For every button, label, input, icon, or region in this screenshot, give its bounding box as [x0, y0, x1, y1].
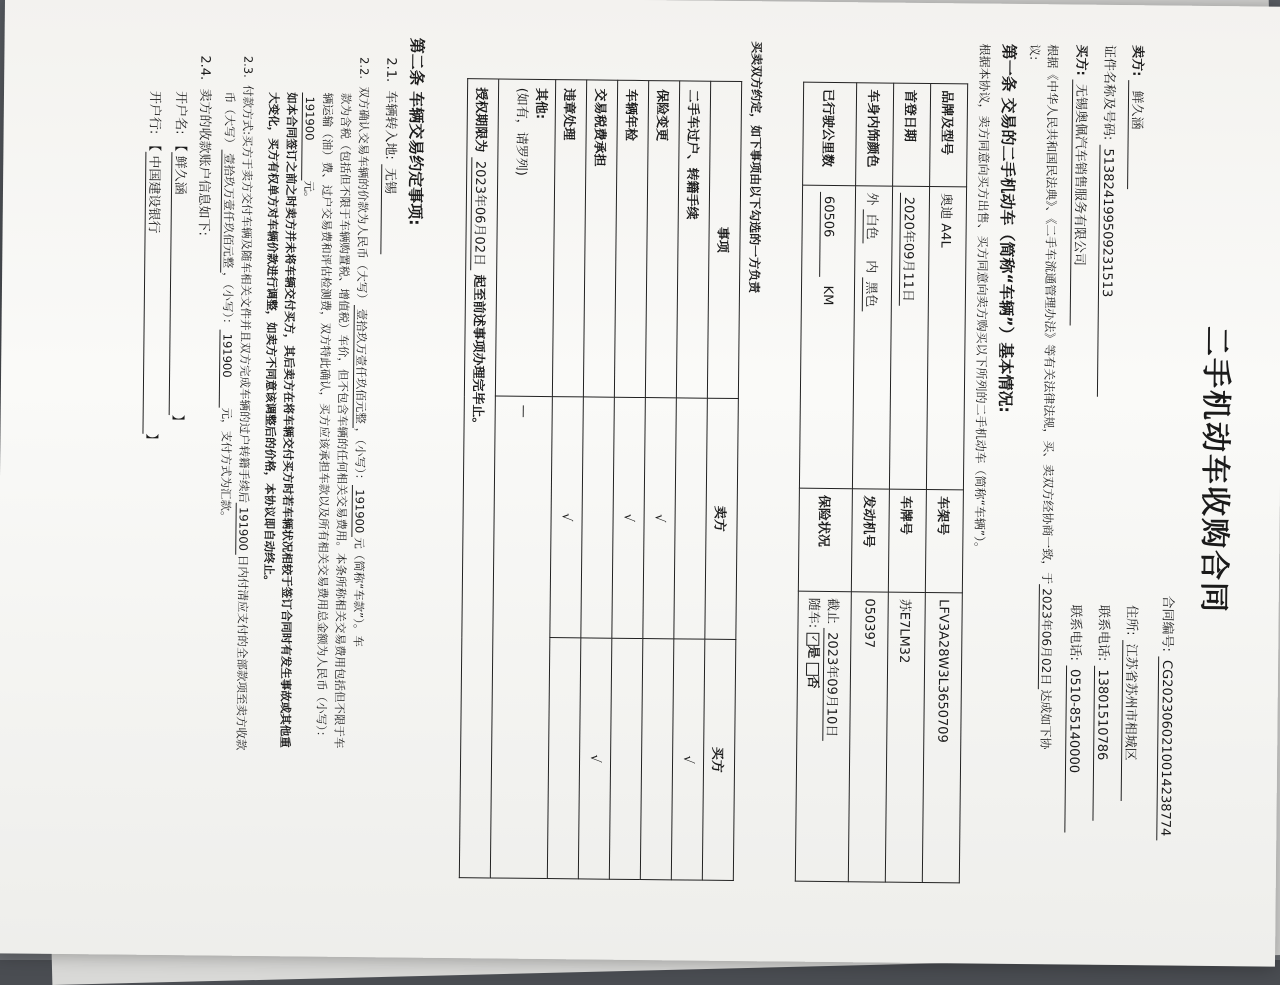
item-name: 违章处理	[552, 80, 586, 397]
item-buyer-check: √	[578, 638, 612, 879]
clause-2-2: 2.2. 双方确认交易车辆的价款为人民币（大写）壹拾玖万壹仟玖佰元整，（小写）：191900元（简称“车款”）。车	[351, 57, 372, 647]
items-intro: 买卖双方约定，如下事项由以下勾选的一方负责	[746, 41, 764, 294]
engine-value: 050397	[848, 592, 888, 882]
reg-label: 首登日期	[893, 83, 931, 186]
item-buyer-check	[547, 638, 581, 879]
vin-label: 车架号	[925, 489, 963, 592]
responsibility-table	[459, 78, 742, 881]
clause-2-2-line2: 款为含税（包括但不限于车辆购置税、增值税）车价，但不包含车辆的任何相关交易费用。本条所称相关交易费用包括但不限于车	[332, 92, 354, 749]
article-2-title: 第二条 车辆交易约定事项:	[405, 37, 427, 226]
item-seller-check: √	[643, 398, 677, 639]
item-seller-check	[674, 398, 708, 639]
account-name: 开户名: 【鲜久涵】	[169, 91, 189, 428]
item-name: 二手车过户、转籍手续	[676, 81, 710, 398]
insurance-label: 保险状况	[798, 488, 852, 592]
clause-2-3-line2: 币（大写）壹拾玖万壹仟玖佰元整，（小写）：191900元，支付方式为汇款。	[218, 91, 238, 523]
item-seller-check: √	[550, 397, 584, 638]
deadline-row: 授权期限为 2023年06月02日 起至前述事项办理完毕止。	[459, 79, 498, 878]
reg-value: 2020年09月11日	[889, 186, 929, 489]
mileage-label: 已行驶公里数	[803, 82, 857, 186]
clause-2-3: 2.3. 付款方式:买方于卖方交付车辆及随车相关文件并且双方完成车辆的过户转籍手续后191900日内付清应支付的全部款项至卖方收款	[234, 55, 256, 751]
preamble: 根据《中华人民共和国民法典》、《二手车流通管理办法》等有关法律法规，买、卖双方经协商一致，于2023年06月02日达成如下协	[1038, 44, 1060, 750]
item-buyer-check	[640, 639, 674, 880]
vehicle-info-table	[795, 82, 968, 884]
plate-value: 苏E7LM32	[885, 592, 925, 882]
clause-2-2-total: 191900元。	[301, 92, 318, 203]
item-name: 交易税费承担	[583, 80, 617, 397]
buyer-phone: 联系电话: 0510-85140000	[1064, 604, 1082, 833]
clause-2-2-line3: 辆运输（油）费、过户交易费和评估检测费，双方特此确认，买方应该承担车款以及所有相关交易费用总金额为人民币（小写）：	[314, 92, 336, 743]
seller-phone: 联系电话: 13801510786	[1092, 605, 1110, 821]
bank-name: 开户行: 【中国建设银行】	[143, 90, 163, 447]
contract-number: 合同编号: CG2023060210014238774	[1156, 595, 1175, 840]
clause-2-4: 2.4. 卖方的收款账户信息如下:	[195, 55, 213, 236]
preamble-cont: 议:	[1027, 44, 1042, 61]
insurance-value: 截止 2023年09月10日 随车: ✓是 否	[795, 591, 851, 882]
insurance-yes-checkbox: ✓	[806, 632, 819, 645]
other-value: —	[490, 396, 552, 879]
insurance-no-checkbox	[806, 662, 819, 675]
vin-value: LFV3A28W3L3650709	[922, 592, 962, 882]
article-1-title: 第一条 交易的二手机动车（简称“车辆”）基本情况:	[995, 43, 1019, 413]
item-name: 车辆年检	[614, 80, 648, 397]
item-buyer-check	[609, 638, 643, 879]
plate-label: 车牌号	[888, 489, 926, 592]
items-header-buyer: 买方	[702, 639, 736, 880]
engine-label: 发动机号	[851, 489, 889, 592]
seller-id: 证件名称及号码: 513824199509231513	[1097, 45, 1117, 398]
seller-address: 住所: 江苏省苏州市相城区	[1121, 605, 1139, 801]
clause-2-2-bold2: 大变化，买方有权单方对车辆价款进行调整，如卖方不同意该调整后的价格，本协议即自动终止。	[261, 92, 282, 587]
color-label: 车身内饰颜色	[856, 83, 894, 186]
item-seller-check	[581, 397, 615, 638]
buyer-line: 买方: 无锡奥佩汽车销售服务有限公司	[1070, 45, 1089, 327]
mileage-value: 60506 KM	[799, 185, 855, 489]
clause-2-2-bold1: 如本合同签订之前之时卖方并未将车辆交付买方，其后卖方在将车辆交付买方时若车辆状况相较于签订合同时有发生事故或其他重	[278, 92, 300, 748]
item-buyer-check: √	[671, 639, 705, 880]
items-header-matter: 事项	[707, 81, 741, 398]
color-value: 外 白色 内 黑色	[852, 186, 892, 489]
contract-title: 二手机动车收购合同	[1195, 325, 1234, 615]
item-seller-check: √	[612, 397, 646, 638]
item-name: 保险变更	[645, 81, 679, 398]
items-header-seller: 卖方	[705, 398, 739, 639]
other-cell: 其他: (如有，请罗列)	[495, 79, 555, 397]
brand-label: 品牌及型号	[930, 84, 968, 187]
article-1-intro: 根据本协议，卖方同意向买方出售、买方同意向卖方购买以下所列的二手机动车（简称“车辆”）。	[972, 43, 992, 555]
clause-2-1: 2.1. 车辆转入地: 无锡	[380, 57, 398, 254]
table-row	[490, 79, 555, 879]
seller-line: 卖方: 鲜久涵	[1127, 45, 1145, 190]
brand-value: 奥迪 A4L	[926, 187, 966, 490]
